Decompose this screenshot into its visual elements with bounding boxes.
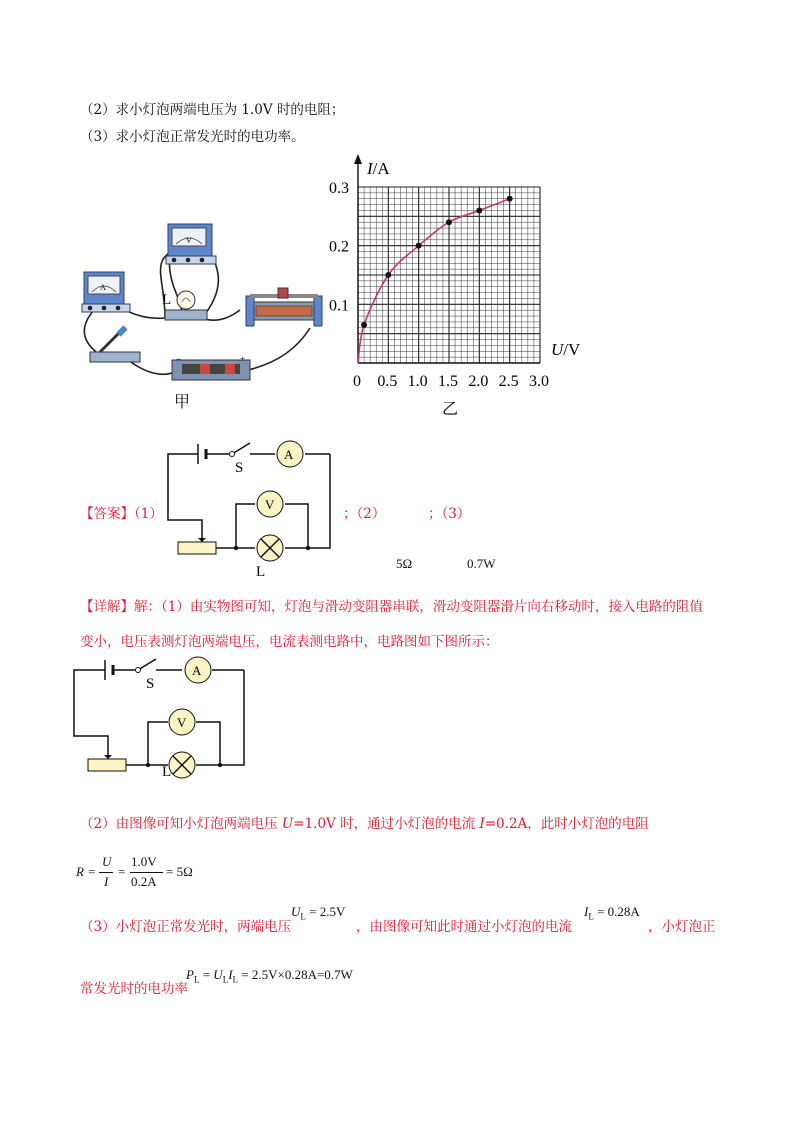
data-point (385, 272, 391, 278)
ammeter-device (82, 272, 130, 312)
explain-circuit-diagram (70, 652, 250, 780)
question-3: （3）求小灯泡正常发光时的电功率。 (80, 129, 305, 145)
rheostat-device (246, 288, 322, 326)
y-axis-label: I/A (367, 159, 390, 178)
x-tick-label: 3.0 (529, 373, 549, 390)
explain-line-2: 变小，电压表测灯泡两端电压，电流表测电路中，电路图如下图所示： (80, 634, 499, 650)
data-point (446, 219, 452, 225)
graph-yi (325, 150, 595, 422)
x-tick-label: 2.0 (468, 373, 489, 390)
question-2: （2）求小灯泡两端电压为 1.0V 时的电阻； (80, 102, 345, 118)
lamp-label: L (256, 564, 266, 580)
data-point (507, 196, 513, 202)
lamp-device (162, 291, 207, 320)
y-tick-label: 0.2 (329, 238, 349, 256)
data-point (476, 207, 482, 213)
battery-symbol (198, 444, 206, 464)
voltmeter-letter: V (177, 715, 187, 730)
caption-jia: 甲 (174, 392, 191, 411)
rheostat-symbol (178, 542, 216, 554)
answer-tag: 【答案】（1） (80, 506, 163, 522)
x-tick-label: 0.5 (377, 373, 398, 390)
axes (354, 154, 540, 363)
switch-pivot (230, 452, 235, 457)
explain-part-2: （2）由图像可知小灯泡两端电压 U=1.0V 时，通过小灯泡的电流 I=0.2A，此时小灯泡的电阻 (80, 816, 649, 832)
x-tick-label: 1.5 (438, 373, 458, 390)
rheostat-symbol (88, 759, 126, 771)
data-point (416, 243, 422, 249)
battery-plus: + (240, 354, 246, 364)
answer-sep-2: ；（2） (343, 506, 386, 522)
x-tick-label: 2.5 (498, 373, 519, 390)
voltmeter-letter: V (186, 236, 192, 245)
y-axis-arrow (354, 154, 362, 164)
x-tick-label: 1.0 (407, 373, 428, 390)
tick-labels (329, 180, 549, 390)
ammeter-letter: A (100, 283, 106, 292)
formula-IL: $I_L = 0.28A$ (584, 904, 640, 922)
answer-2-value: 5Ω (396, 556, 413, 571)
switch-label: S (146, 676, 155, 692)
explain-part-3-d: 常发光时的电功率 (80, 981, 188, 997)
data-point (361, 322, 367, 328)
x-axis-label: U/V (551, 340, 581, 359)
formula-power: $P_L = U_LI_L = 2.5V\times 0.28A=0.7W$ (186, 967, 353, 985)
battery-device (172, 354, 250, 380)
switch-label: S (235, 460, 244, 476)
explain-part-3-c: ，小灯泡正 (648, 919, 716, 935)
ammeter-letter: A (192, 663, 202, 678)
formula-resistance: R = U I = 1.0V 0.2A = 5Ω (76, 854, 193, 889)
answer-circuit-diagram (160, 438, 340, 580)
explain-part-3-a: （3）小灯泡正常发光时，两端电压 (80, 919, 292, 935)
explain-part-3-b: ，由图像可知此时通过小灯泡的电流 (356, 919, 572, 935)
switch-device (90, 325, 140, 362)
formula-UL: $U_L = 2.5V$ (291, 904, 346, 922)
explain-line-1: 【详解】解：（1）由实物图可知，灯泡与滑动变阻器串联，滑动变阻器滑片向右移动时，接入电路的阻值 (80, 599, 703, 615)
grid-major (358, 187, 540, 363)
lamp-letter-L: L (162, 292, 172, 308)
battery-minus: − (176, 354, 182, 364)
figure-jia-physical-circuit (70, 210, 330, 385)
caption-yi: 乙 (442, 401, 459, 418)
ammeter-letter: A (284, 447, 294, 462)
lamp-label: L (162, 764, 172, 780)
x-tick-label: 0 (353, 373, 361, 390)
y-tick-label: 0.3 (329, 180, 349, 197)
voltmeter-letter: V (265, 497, 275, 512)
voltmeter-device (166, 224, 216, 264)
answer-sep-3: ；（3） (428, 506, 471, 522)
y-tick-label: 0.1 (329, 297, 349, 315)
answer-3-value: 0.7W (467, 556, 496, 571)
